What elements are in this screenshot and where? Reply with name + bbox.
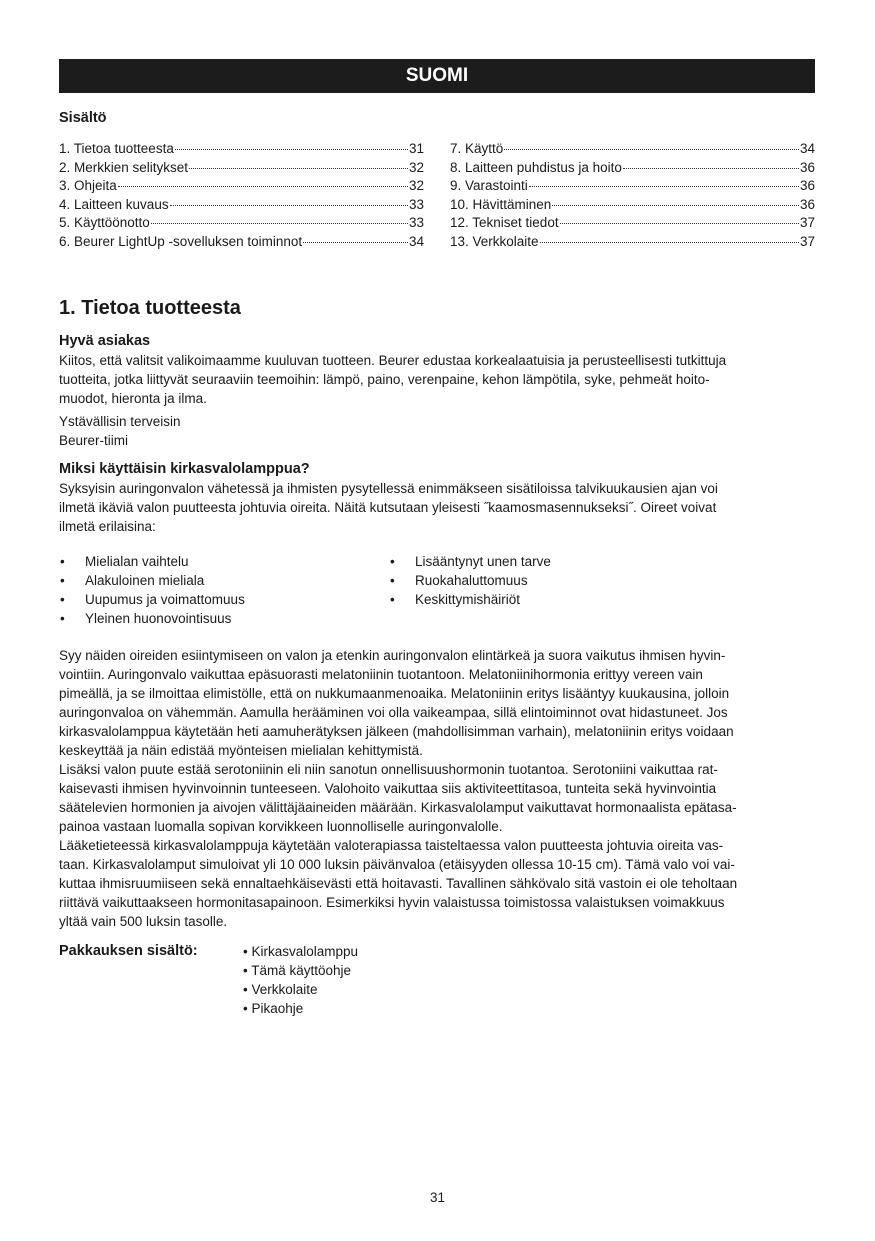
toc-dot-leader — [540, 242, 799, 243]
symptom-list-left — [59, 552, 389, 628]
toc-entry[interactable] — [59, 140, 424, 159]
greeting-heading: Hyvä asiakas — [59, 333, 151, 349]
toc-entry[interactable] — [59, 177, 424, 196]
text-line: Lisäksi valon puute estää serotoniinin eli niin sanotun onnellisuushormonin tuotantoa. Serotoniini vaikuttaa rat- — [59, 762, 718, 777]
toc-entry-page: 33 — [408, 196, 424, 212]
table-of-contents — [59, 140, 815, 251]
toc-entry[interactable] — [450, 214, 815, 233]
list-item-text: Uupumus ja voimattomuus — [85, 592, 245, 607]
list-item-text: Mielialan vaihtelu — [85, 554, 189, 569]
list-item: • Verkkolaite — [243, 982, 318, 997]
text-line: muodot, hieronta ja ilma. — [59, 391, 207, 406]
toc-entry-page: 34 — [408, 233, 424, 249]
toc-entry-page: 36 — [799, 196, 815, 212]
toc-dot-leader — [151, 223, 408, 224]
symptom-list — [59, 552, 815, 628]
toc-entry-label: 13. Verkkolaite — [450, 233, 539, 249]
list-item — [389, 571, 719, 590]
toc-entry-page: 36 — [799, 178, 815, 193]
sign-off — [59, 412, 815, 450]
text-line: kuttaa ihmisruumiiseen sekä ennaltaehkäisevästi että hoitavasti. Tavallinen sähkövalo sitä vastoin ei ole teholtaan — [59, 876, 738, 891]
text-line: auringonvaloa on vähemmän. Aamulla herääminen voi olla vaikeampaa, sillä elintoiminnot ovat hidastuneet. Jos — [59, 705, 728, 720]
toc-entry-label: 12. Tekniset tiedot — [450, 215, 559, 230]
text-line: kaisevasti ihmisen hyvinvoinnin tunteeseen. Valohoito vaikuttaa siis aktiviteettitasoa, tunteita sekä hyvinvointia — [59, 781, 717, 796]
toc-dot-leader — [170, 205, 408, 206]
toc-right-column — [450, 140, 815, 251]
package-contents — [59, 942, 815, 1018]
bullet-icon: • — [60, 611, 65, 626]
toc-entry[interactable] — [450, 140, 815, 159]
text-line: pimeällä, ja se ilmoittaa elimistölle, että on nukkumaanmenoaika. Melatoniinin eritys lisääntyy kuukausina, jolloin — [59, 686, 730, 701]
text-line: tuotteita, jotka liittyvät seuraaviin teemoihin: lämpö, paino, verenpaine, kehon lämpötila, syke, pehmeät hoito- — [59, 372, 710, 387]
list-item-text: Keskittymishäiriöt — [415, 592, 521, 607]
text-line: yltää vain 500 luksin tasolle. — [59, 914, 228, 929]
text-line: Beurer-tiimi — [59, 433, 129, 448]
text-line: vointiin. Auringonvalo vaikuttaa epäsuorasti melatoniinin tuotantoon. Melatoniinihormonia erittyy vereen vain — [59, 667, 703, 682]
manual-page — [59, 59, 815, 1018]
toc-entry[interactable] — [59, 159, 424, 178]
bullet-icon: • — [60, 573, 65, 588]
toc-entry-page: 31 — [408, 141, 424, 156]
toc-dot-leader — [303, 242, 408, 243]
toc-entry[interactable] — [59, 196, 424, 215]
package-contents-label: Pakkauksen sisältö: — [59, 943, 198, 959]
list-item — [59, 571, 389, 590]
toc-entry-label: 9. Varastointi — [450, 178, 528, 193]
bullet-icon: • — [60, 592, 65, 607]
text-line: taan. Kirkasvalolamput simuloivat yli 10 000 luksin päivänvaloa (etäisyyden ollessa 10-15 cm). Tämä valo voi vai- — [59, 857, 735, 872]
list-item — [389, 590, 719, 609]
list-item-text: Lisääntynyt unen tarve — [415, 554, 551, 569]
toc-dot-leader — [189, 168, 408, 169]
toc-entry[interactable] — [450, 196, 815, 215]
text-line: riittävä vaikuttaakseen hormonitasapainoon. Esimerkiksi hyvin valaistussa toimistossa valaistuksen voimakkuus — [59, 895, 725, 910]
list-item-text: Yleinen huonovointisuus — [85, 611, 232, 626]
toc-entry-label: 1. Tietoa tuotteesta — [59, 141, 174, 156]
text-line: kirkasvalolamppua käytetään heti aamuherätyksen jälkeen (mahdollisimman varhain), melatoniinin eritys voidaan — [59, 724, 734, 739]
list-item — [59, 552, 389, 571]
language-header-bar — [59, 59, 815, 93]
list-item: • Kirkasvalolamppu — [243, 944, 359, 959]
text-line: painoa vastaan luomalla sopivan korvikkeen luonnolliselle auringonvalolle. — [59, 819, 503, 834]
text-line: keskeyttää ja näin edistää myönteisen mielialan kehittymistä. — [59, 743, 423, 758]
toc-dot-leader — [560, 223, 799, 224]
toc-entry-label: 3. Ohjeita — [59, 178, 117, 193]
text-line: Ystävällisin terveisin — [59, 414, 181, 429]
toc-entry[interactable] — [450, 233, 815, 252]
toc-entry-page: 37 — [799, 233, 815, 249]
toc-entry-label: 7. Käyttö — [450, 141, 504, 156]
toc-dot-leader — [623, 168, 799, 169]
list-item: • Pikaohje — [243, 1001, 304, 1016]
toc-entry-page: 36 — [799, 159, 815, 175]
intro-paragraph — [59, 351, 815, 408]
section-title: 1. Tietoa tuotteesta — [59, 297, 241, 319]
toc-entry[interactable] — [59, 214, 424, 233]
list-item — [59, 609, 389, 628]
body-paragraph — [59, 646, 815, 931]
why-heading: Miksi käyttäisin kirkasvalolamppua? — [59, 461, 310, 477]
toc-dot-leader — [529, 186, 799, 187]
toc-dot-leader — [504, 149, 799, 150]
list-item-text: Alakuloinen mieliala — [85, 573, 205, 588]
toc-entry-label: 10. Hävittäminen — [450, 196, 552, 212]
bullet-icon: • — [390, 592, 395, 607]
toc-dot-leader — [552, 205, 799, 206]
toc-entry-page: 32 — [408, 159, 424, 175]
toc-entry-label: 8. Laitteen puhdistus ja hoito — [450, 159, 622, 175]
toc-entry[interactable] — [450, 159, 815, 178]
symptom-list-right — [389, 552, 719, 628]
toc-entry-label: 2. Merkkien selitykset — [59, 159, 189, 175]
toc-entry-label: 6. Beurer LightUp -sovelluksen toiminnot — [59, 233, 303, 249]
toc-entry[interactable] — [59, 233, 424, 252]
bullet-icon: • — [60, 554, 65, 569]
text-line: Syy näiden oireiden esiintymiseen on valon ja etenkin auringonvalon elintärkeä ja suora vaikutus ihmisen hyvin- — [59, 648, 726, 663]
text-line: säätelevien hormonien ja aivojen välittäjäaineiden määrään. Kirkasvalolamput vaikuttavat hormonaalista epätasa- — [59, 800, 737, 815]
text-line: ilmetä erilaisina: — [59, 519, 156, 534]
toc-entry[interactable] — [450, 177, 815, 196]
text-line: ilmetä ikäviä valon puutteesta johtuvia oireita. Näitä kutsutaan yleisesti ˝kaamosmasennukseksi˝. Oireet voivat — [59, 500, 717, 515]
list-item — [59, 590, 389, 609]
bullet-icon: • — [390, 554, 395, 569]
toc-left-column — [59, 140, 424, 251]
toc-entry-page: 37 — [799, 215, 815, 230]
toc-dot-leader — [118, 186, 408, 187]
toc-heading: Sisältö — [59, 110, 107, 126]
text-line: Kiitos, että valitsit valikoimaamme kuuluvan tuotteen. Beurer edustaa korkealaatuisia ja perusteellisesti tutkittuja — [59, 353, 727, 368]
bullet-icon: • — [390, 573, 395, 588]
page-number: 31 — [429, 1190, 446, 1205]
toc-entry-page: 33 — [408, 215, 424, 230]
list-item: • Tämä käyttöohje — [243, 963, 352, 978]
toc-entry-label: 5. Käyttöönotto — [59, 215, 150, 230]
toc-entry-label: 4. Laitteen kuvaus — [59, 196, 169, 212]
text-line: Syksyisin auringonvalon vähetessä ja ihmisten pysytellessä enimmäkseen sisätiloissa talvikuukausien ajan voi — [59, 481, 718, 496]
toc-entry-page: 34 — [799, 141, 815, 156]
toc-dot-leader — [175, 149, 408, 150]
text-line: Lääketieteessä kirkasvalolamppuja käytetään valoterapiassa taisteltaessa valon puutteesta johtuvia oireita vas- — [59, 838, 724, 853]
package-contents-list — [243, 942, 358, 1018]
list-item-text: Ruokahaluttomuus — [415, 573, 528, 588]
toc-entry-page: 32 — [408, 178, 424, 193]
language-label: SUOMI — [405, 65, 469, 86]
why-paragraph — [59, 479, 815, 536]
list-item — [389, 552, 719, 571]
